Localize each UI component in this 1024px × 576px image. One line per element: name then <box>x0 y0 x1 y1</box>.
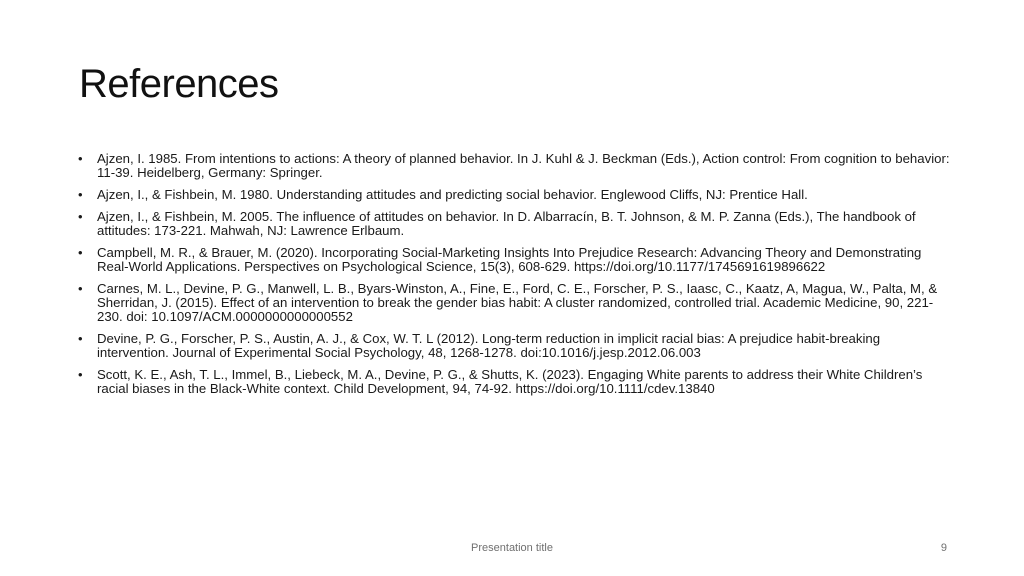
reference-item <box>78 210 950 238</box>
reference-text: Campbell, M. R., & Brauer, M. (2020). Incorporating Social-Marketing Insights Into Prejudice Research: Advancing Theory and Demonstrating Real-World Applications. Perspectives on Psychological Science, 15(3), 608-629. https://doi.org/10.1177/1745691619896622 <box>97 245 922 274</box>
footer-presentation-title: Presentation title <box>471 542 553 554</box>
bullet-icon: • <box>78 151 83 166</box>
reference-text: Ajzen, I., & Fishbein, M. 1980. Understanding attitudes and predicting social behavior. Englewood Cliffs, NJ: Prentice Hall. <box>97 187 808 202</box>
bullet-icon: • <box>78 209 83 224</box>
reference-item <box>78 152 950 180</box>
reference-text: Scott, K. E., Ash, T. L., Immel, B., Liebeck, M. A., Devine, P. G., & Shutts, K. (2023). Engaging White parents to address their White Children’s racial biases in the Black-White context. Child Development, 94, 74-92. https://doi.org/10.1111/cdev.13840 <box>97 367 923 396</box>
reference-item <box>78 282 950 324</box>
references-list <box>78 152 950 404</box>
reference-item <box>78 246 950 274</box>
bullet-icon: • <box>78 281 83 296</box>
reference-item <box>78 368 950 396</box>
reference-item <box>78 188 950 202</box>
page-number: 9 <box>940 542 947 554</box>
reference-text: Ajzen, I. 1985. From intentions to actions: A theory of planned behavior. In J. Kuhl & J. Beckman (Eds.), Action control: From cognition to behavior: 11-39. Heidelberg, Germany: Springer. <box>97 151 950 180</box>
bullet-icon: • <box>78 367 83 382</box>
bullet-icon: • <box>78 187 83 202</box>
reference-text: Devine, P. G., Forscher, P. S., Austin, A. J., & Cox, W. T. L (2012). Long-term reduction in implicit racial bias: A prejudice habit-breaking intervention. Journal of Experimental Social Psychology, 48, 1268-1278. doi:10.1016/j.jesp.2012.06.003 <box>97 331 881 360</box>
reference-text: Carnes, M. L., Devine, P. G., Manwell, L. B., Byars-Winston, A., Fine, E., Ford, C. E., Forscher, P. S., Iaasc, C., Kaatz, A, Magua, W., Palta, M, & Sherridan, J. (2015). Effect of an intervention to break the gender bias habit: A cluster randomized, controlled trial. Academic Medicine, 90, 221-230. doi: 10.1097/ACM.0000000000000552 <box>97 281 938 324</box>
bullet-icon: • <box>78 245 83 260</box>
slide-title: References <box>79 62 279 106</box>
bullet-icon: • <box>78 331 83 346</box>
reference-text: Ajzen, I., & Fishbein, M. 2005. The influence of attitudes on behavior. In D. Albarracín, B. T. Johnson, & M. P. Zanna (Eds.), The handbook of attitudes: 173-221. Mahwah, NJ: Lawrence Erlbaum. <box>97 209 916 238</box>
reference-item <box>78 332 950 360</box>
